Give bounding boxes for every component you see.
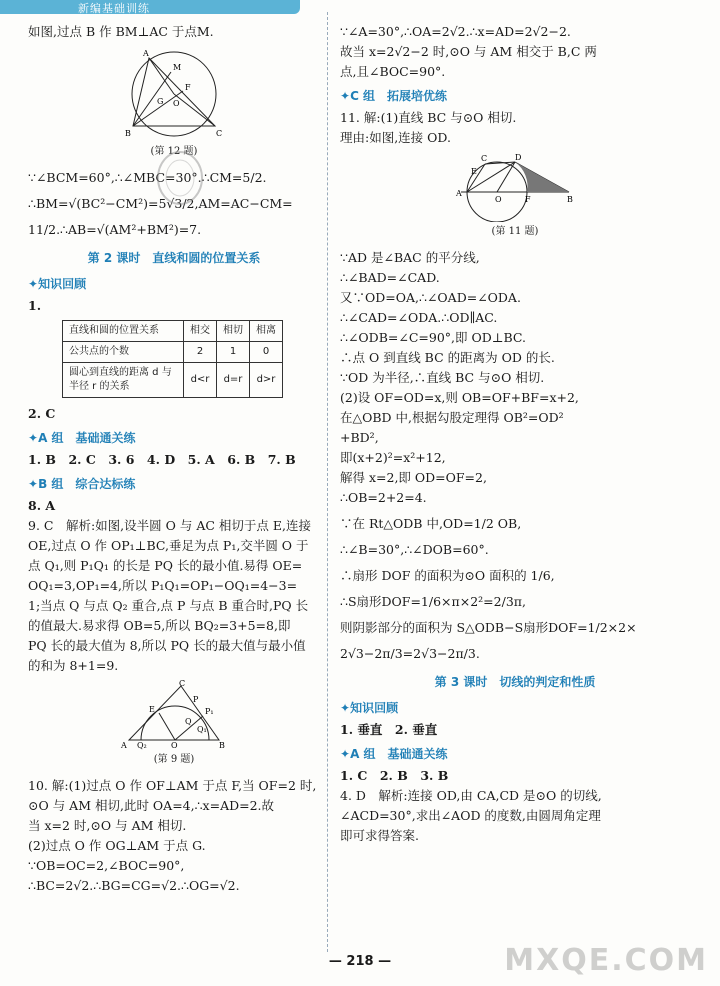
right-line-3: 点,且∠BOC=90°. bbox=[340, 64, 446, 79]
q11b-line: ∴∠BAD=∠CAD. bbox=[340, 270, 440, 285]
position-table bbox=[62, 320, 283, 398]
left-q2: 2. C bbox=[28, 406, 56, 421]
q11b-line: ∵在 Rt△ODB 中,OD=1/2 OB, bbox=[340, 516, 522, 531]
q11b-line: 即(x+2)²=x²+12, bbox=[340, 450, 446, 465]
f12-label-m: M bbox=[173, 63, 182, 72]
diamond-icon: ✦ bbox=[28, 477, 39, 491]
table-row bbox=[63, 363, 283, 398]
left-intro: 如图,过点 B 作 BM⊥AC 于点M. bbox=[28, 24, 214, 39]
table-cell: 直线和圆的位置关系 bbox=[63, 321, 184, 342]
f12-label-o: O bbox=[173, 99, 180, 108]
q10-line: ∵OB=OC=2,∠BOC=90°, bbox=[28, 858, 185, 873]
table-cell: 1 bbox=[217, 342, 250, 363]
diamond-icon: ✦ bbox=[28, 277, 39, 291]
column-divider bbox=[327, 12, 328, 952]
f12-label-g: G bbox=[157, 97, 164, 106]
left-line-2: ∴BM=√(BC²−CM²)=5√3/2,AM=AC−CM= bbox=[28, 196, 293, 211]
f11-label-b: B bbox=[567, 195, 573, 204]
right-review-head: ✦知识回顾 bbox=[340, 701, 399, 715]
figure-9 bbox=[119, 680, 229, 750]
q11-line: 理由:如图,连接 OD. bbox=[340, 130, 451, 145]
q11b-line: 2√3−2π/3=2√3−2π/3. bbox=[340, 646, 480, 661]
f12-label-b: B bbox=[125, 129, 131, 138]
f11-label-o: O bbox=[495, 195, 502, 204]
f11-label-e: E bbox=[471, 167, 477, 176]
q11b-line: ∴点 O 到直线 BC 的距离为 OD 的长. bbox=[340, 350, 555, 365]
q11b-line: ∴扇形 DOF 的面积为⊙O 面积的 1/6, bbox=[340, 568, 555, 583]
f12-label-f: F bbox=[185, 83, 191, 92]
right-review-answers: 1. 垂直 2. 垂直 bbox=[340, 722, 438, 737]
q11b-line: ∵OD 为半径,∴直线 BC 与⊙O 相切. bbox=[340, 370, 545, 385]
q9-line: OE,过点 O 作 OP₁⊥BC,垂足为点 P₁,交半圆 O 于 bbox=[28, 538, 309, 553]
table-cell: d<r bbox=[184, 363, 217, 398]
left-line-3: 11/2.∴AB=√(AM²+BM²)=7. bbox=[28, 222, 202, 237]
page-number: — 218 — bbox=[328, 954, 392, 969]
f11-label-f: F bbox=[525, 195, 531, 204]
f11-label-a: A bbox=[456, 189, 462, 198]
q9-line: 9. C 解析:如图,设半圆 O 与 AC 相切于点 E,连接 bbox=[28, 518, 311, 533]
f9-label-q2: Q₂ bbox=[137, 741, 147, 750]
f9-label-c: C bbox=[179, 680, 186, 688]
table-cell: 相切 bbox=[217, 321, 250, 342]
left-sec-b: ✦B 组 综合达标练 bbox=[28, 477, 136, 491]
q4-line: ∠ACD=30°,求出∠AOD 的度数,由圆周角定理 bbox=[340, 808, 601, 823]
f9-label-p1: P₁ bbox=[205, 707, 214, 716]
table-cell: 2 bbox=[184, 342, 217, 363]
f9-label-q: Q bbox=[185, 717, 192, 726]
left-line-1: ∵∠BCM=60°,∴∠MBC=30°.∴CM=5/2. bbox=[28, 170, 267, 185]
f9-label-o: O bbox=[171, 741, 178, 750]
f9-label-b: B bbox=[219, 741, 225, 750]
q11b-line: +BD², bbox=[340, 430, 379, 445]
table-cell: d=r bbox=[217, 363, 250, 398]
q9-line: 的值最大.易求得 OB=5,所以 BQ₂=3+5=8,即 bbox=[28, 618, 291, 633]
figure-12 bbox=[119, 46, 229, 142]
q11b-line: ∴OB=2+2=4. bbox=[340, 490, 427, 505]
q11b-line: ∴∠CAD=∠ODA.∴OD∥AC. bbox=[340, 310, 498, 325]
diamond-icon: ✦ bbox=[340, 701, 351, 715]
left-q8: 8. A bbox=[28, 498, 56, 513]
q10-line: ⊙O 与 AM 相切,此时 OA=4,∴x=AD=2.故 bbox=[28, 798, 275, 813]
f11-label-c: C bbox=[481, 154, 488, 163]
q9-line: OQ₁=3,OP₁=4,所以 P₁Q₁=OP₁−OQ₁=4−3= bbox=[28, 578, 298, 593]
fig12-caption: (第 12 题) bbox=[150, 146, 198, 157]
watermark-logo: MXQE.COM bbox=[504, 943, 708, 978]
right-sec-c: ✦C 组 拓展培优练 bbox=[340, 89, 448, 103]
right-sec-a: ✦A 组 基础通关练 bbox=[340, 747, 448, 761]
q9-line: PQ 长的最大值为 8,所以 PQ 长的最大值与最小值 bbox=[28, 638, 306, 653]
q11b-line: (2)设 OF=OD=x,则 OB=OF+BF=x+2, bbox=[340, 390, 579, 405]
right-a-answers: 1. C 2. B 3. B bbox=[340, 768, 449, 783]
f9-label-a: A bbox=[121, 741, 127, 750]
q11b-line: 又∵OD=OA,∴∠OAD=∠ODA. bbox=[340, 290, 521, 305]
q10-line: 当 x=2 时,⊙O 与 AM 相切. bbox=[28, 818, 187, 833]
q11-line: 11. 解:(1)直线 BC 与⊙O 相切. bbox=[340, 110, 517, 125]
q11b-line: 在△OBD 中,根据勾股定理得 OB²=OD² bbox=[340, 410, 564, 425]
f12-label-a: A bbox=[143, 49, 149, 58]
q10-line: (2)过点 O 作 OG⊥AM 于点 G. bbox=[28, 838, 206, 853]
right-line-1: ∵∠A=30°,∴OA=2√2.∴x=AD=2√2−2. bbox=[340, 24, 571, 39]
q11b-line: 则阴影部分的面积为 S△ODB−S扇形DOF=1/2×2× bbox=[340, 620, 637, 635]
table-row bbox=[63, 321, 283, 342]
right-column bbox=[340, 22, 690, 846]
figure-11 bbox=[455, 152, 575, 222]
lesson-3-title: 第 3 课时 切线的判定和性质 bbox=[434, 675, 596, 689]
diamond-icon: ✦ bbox=[340, 747, 351, 761]
f12-label-c: C bbox=[216, 129, 223, 138]
q4-line: 即可求得答案. bbox=[340, 828, 419, 843]
q11b-line: ∴S扇形DOF=1/6×π×2²=2/3π, bbox=[340, 594, 526, 609]
left-review-head: ✦知识回顾 bbox=[28, 277, 87, 291]
stamp-icon bbox=[150, 148, 210, 218]
f11-label-d: D bbox=[515, 153, 522, 162]
header-series: 新编基础训练 bbox=[78, 2, 150, 15]
lesson-2-title: 第 2 课时 直线和圆的位置关系 bbox=[87, 251, 261, 265]
table-cell: 公共点的个数 bbox=[63, 342, 184, 363]
left-sec-a: ✦A 组 基础通关练 bbox=[28, 431, 136, 445]
left-q1: 1. bbox=[28, 298, 42, 313]
fig9-caption: (第 9 题) bbox=[153, 754, 195, 765]
q11b-line: ∴∠B=30°,∴∠DOB=60°. bbox=[340, 542, 489, 557]
q9-line: 点 Q₁,则 P₁Q₁ 的长是 PQ 长的最小值.易得 OE= bbox=[28, 558, 303, 573]
f9-label-q1: Q₁ bbox=[197, 725, 207, 734]
table-cell: 相离 bbox=[250, 321, 283, 342]
header-strip bbox=[0, 0, 300, 14]
fig11-caption: (第 11 题) bbox=[491, 226, 539, 237]
q11b-line: ∴∠ODB=∠C=90°,即 OD⊥BC. bbox=[340, 330, 527, 345]
table-cell: 0 bbox=[250, 342, 283, 363]
q9-line: 1;当点 Q 与点 Q₂ 重合,点 P 与点 B 重合时,PQ 长 bbox=[28, 598, 309, 613]
f9-label-p: P bbox=[193, 695, 199, 704]
diamond-icon: ✦ bbox=[28, 431, 39, 445]
q10-line: 10. 解:(1)过点 O 作 OF⊥AM 于点 F,当 OF=2 时, bbox=[28, 778, 317, 793]
q4-line: 4. D 解析:连接 OD,由 CA,CD 是⊙O 的切线, bbox=[340, 788, 602, 803]
left-a-answers: 1. B 2. C 3. 6 4. D 5. A 6. B 7. B bbox=[28, 452, 296, 467]
q11b-line: ∵AD 是∠BAC 的平分线, bbox=[340, 250, 480, 265]
table-cell: 相交 bbox=[184, 321, 217, 342]
q11b-line: 解得 x=2,即 OD=OF=2, bbox=[340, 470, 487, 485]
diamond-icon: ✦ bbox=[340, 89, 351, 103]
q10-line: ∴BC=2√2.∴BG=CG=√2.∴OG=√2. bbox=[28, 878, 240, 893]
table-cell: 圆心到直线的距离 d 与半径 r 的关系 bbox=[63, 363, 184, 398]
right-line-2: 故当 x=2√2−2 时,⊙O 与 AM 相交于 B,C 两 bbox=[340, 44, 597, 59]
f9-label-e: E bbox=[149, 705, 155, 714]
q9-line: 的和为 8+1=9. bbox=[28, 658, 119, 673]
table-row bbox=[63, 342, 283, 363]
table-cell: d>r bbox=[250, 363, 283, 398]
